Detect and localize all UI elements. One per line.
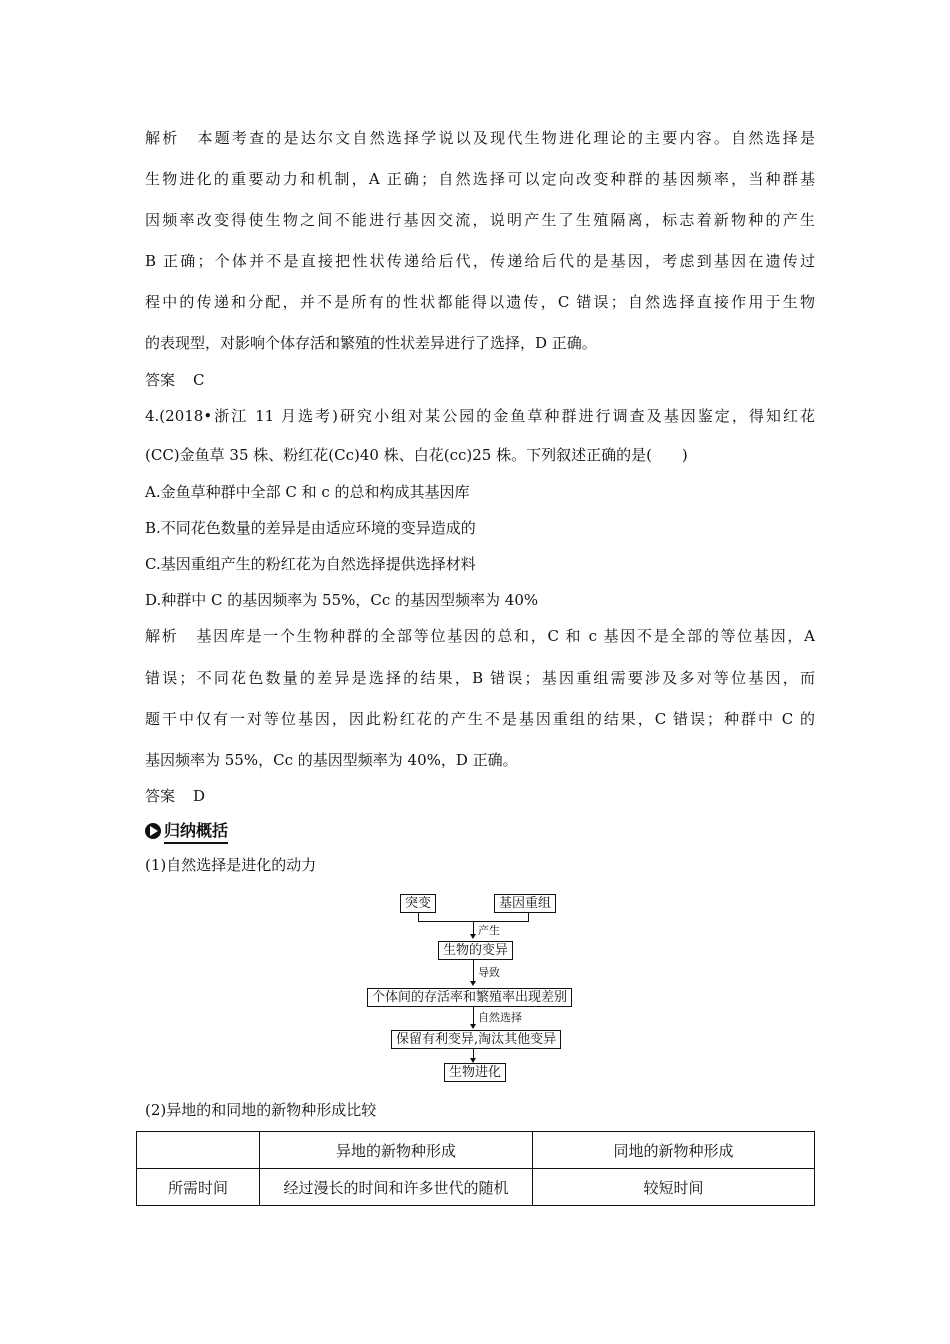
question4-option-a: A.金鱼草种群中全部 C 和 c 的总和构成其基因库 — [145, 483, 470, 501]
explanation4-label: 解析 — [145, 627, 179, 645]
box-gene-recombination: 基因重组 — [494, 894, 556, 913]
answer4-label: 答案 — [145, 787, 176, 805]
answer3-label: 答案 — [145, 371, 176, 389]
explanation4-line-1: 解析 基因库是一个生物种群的全部等位基因的总和，C 和 c 基因不是全部的等位基因，A — [145, 627, 815, 645]
explanation3-line-3: 因频率改变得使生物之间不能进行基因交流，说明产生了生殖隔离，标志着新物种的产生 — [145, 211, 815, 229]
box-evolution: 生物进化 — [444, 1063, 506, 1082]
answer3-value: C — [193, 371, 205, 389]
table-header-cell — [137, 1132, 260, 1169]
arrow-head-2 — [470, 981, 476, 986]
arrow-head-3 — [470, 1024, 476, 1029]
arrow-shaft-2 — [473, 960, 474, 981]
question4-stem-line-1: 4.(2018•浙江 11 月选考)研究小组对某公园的金鱼草种群进行调查及基因鉴定，得知红花 — [145, 407, 815, 425]
question4-option-d: D.种群中 C 的基因频率为 55%，Cc 的基因型频率为 40% — [145, 591, 539, 609]
summary-heading-text: 归纳概括 — [164, 818, 228, 844]
explanation3-line-4: B 正确；个体并不是直接把性状传递给后代，传递给后代的是基因，考虑到基因在遗传过 — [145, 252, 815, 270]
explanation3-line-5: 程中的传递和分配，并不是所有的性状都能得以遗传，C 错误；自然选择直接作用于生物 — [145, 293, 815, 311]
answer3 — [145, 370, 815, 390]
explanation3-line-2: 生物进化的重要动力和机制，A 正确；自然选择可以定向改变种群的基因频率，当种群基 — [145, 170, 815, 188]
arrow-shaft-3 — [473, 1007, 474, 1024]
explanation4-line-2: 错误；不同花色数量的差异是选择的结果，B 错误；基因重组需要涉及多对等位基因，而 — [145, 669, 815, 687]
question4-stem-line-2: (CC)金鱼草 35 株、粉红花(Cc)40 株、白花(cc)25 株。下列叙述正确的是( ) — [145, 446, 688, 464]
arrow-head-1 — [470, 934, 476, 939]
summary-subheading-2: (2)异地的和同地的新物种形成比较 — [145, 1101, 377, 1119]
connector-right — [528, 913, 529, 921]
box-difference: 个体间的存活率和繁殖率出现差别 — [367, 988, 572, 1007]
label-lead: 导致 — [478, 966, 500, 979]
table-header-cell: 异地的新物种形成 — [260, 1132, 533, 1169]
connector-left — [418, 913, 419, 921]
box-mutation: 突变 — [400, 894, 436, 913]
summary-heading — [145, 818, 228, 844]
question4-option-c: C.基因重组产生的粉红花为自然选择提供选择材料 — [145, 555, 476, 573]
question4-option-b: B.不同花色数量的差异是由适应环境的变异造成的 — [145, 519, 476, 537]
explanation3-line-1: 解析 本题考查的是达尔文自然选择学说以及现代生物进化理论的主要内容。自然选择是 — [145, 129, 815, 147]
arrow-shaft-1 — [473, 921, 474, 934]
explanation4-line-4: 基因频率为 55%，Cc 的基因型频率为 40%，D 正确。 — [145, 751, 518, 769]
answer4 — [145, 786, 815, 806]
box-retain: 保留有利变异,淘汰其他变异 — [391, 1030, 561, 1049]
table-header-cell: 同地的新物种形成 — [533, 1132, 815, 1169]
table-cell: 所需时间 — [137, 1169, 260, 1206]
play-circle-icon — [145, 823, 161, 839]
answer4-value: D — [193, 787, 206, 805]
label-produce: 产生 — [478, 924, 500, 937]
table-header-row — [137, 1132, 815, 1169]
table-cell: 经过漫长的时间和许多世代的随机 — [260, 1169, 533, 1206]
summary-subheading-1: (1)自然选择是进化的动力 — [145, 856, 317, 874]
table-cell: 较短时间 — [533, 1169, 815, 1206]
speciation-comparison-table — [136, 1131, 815, 1206]
label-natural-selection: 自然选择 — [478, 1011, 522, 1024]
table-row — [137, 1169, 815, 1206]
box-variation: 生物的变异 — [438, 941, 513, 960]
explanation4-line-3: 题干中仅有一对等位基因，因此粉红花的产生不是基因重组的结果，C 错误；种群中 C 的 — [145, 710, 815, 728]
explanation3-label: 解析 — [145, 129, 180, 147]
explanation3-line-6: 的表现型，对影响个体存活和繁殖的性状差异进行了选择，D 正确。 — [145, 334, 597, 352]
